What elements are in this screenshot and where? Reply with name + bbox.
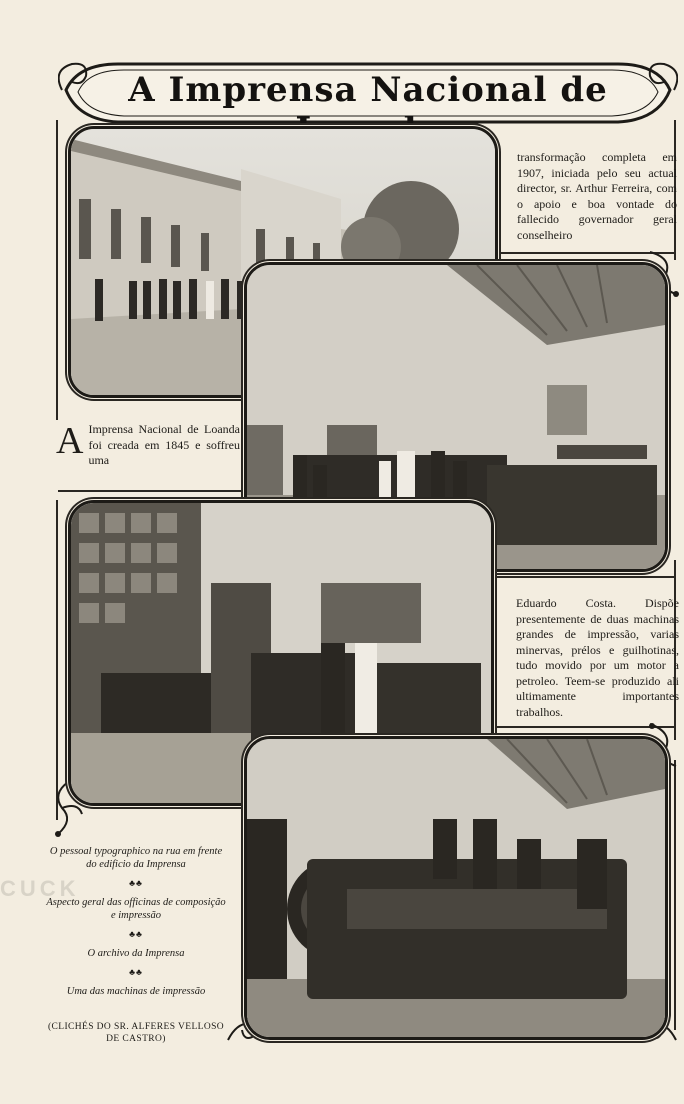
- frame-right-line-3: [674, 760, 676, 1030]
- caption-separator: ♣♣: [129, 929, 143, 939]
- caption-item: O pessoal typographico na rua em frente do edificio da Imprensa: [49, 846, 223, 870]
- printing-machine-photo: [244, 736, 668, 1040]
- photo-credit: (CLICHÉS DO SR. ALFERES VELLOSO DE CASTRO): [47, 1022, 225, 1044]
- title-banner: [58, 60, 678, 126]
- caption-item: O archivo da Imprensa: [87, 948, 185, 959]
- caption-item: Uma das machinas de impressão: [66, 986, 206, 997]
- article-opening-text: Imprensa Nacional de Loanda foi creada em 1845 e soffreu uma: [88, 422, 240, 467]
- article-opening-paragraph: [56, 422, 240, 469]
- caption-separator: ♣♣: [129, 967, 143, 977]
- frame-divider-2: [492, 576, 676, 578]
- frame-divider-4: [58, 490, 242, 492]
- faded-stamp: CUCK: [0, 876, 80, 901]
- caption-separator: ♣♣: [129, 878, 143, 888]
- article-paragraph-final: Eduardo Costa. Dispõe presentemente de duas machinas grandes de impressão, varias minervas, prélos e guilhotinas, tudo movido por um motor a petroleo. Teem-se produzido ali ultimamente importantes trabalhos.: [516, 596, 679, 719]
- frame-left-line: [56, 120, 58, 420]
- drop-cap: A: [56, 420, 84, 462]
- article-paragraph-continuation: transformação completa em 1907, iniciada pelo seu actual director, sr. Arthur Ferreira, com o apoio e boa vontade do fallecido governador geral conselheiro: [517, 150, 677, 242]
- caption-item: Aspecto geral das officinas de composição e impressão: [46, 897, 226, 921]
- frame-left-line-2: [56, 500, 58, 820]
- photo-captions: [46, 845, 226, 998]
- page-title: A Imprensa Nacional de: [128, 70, 608, 110]
